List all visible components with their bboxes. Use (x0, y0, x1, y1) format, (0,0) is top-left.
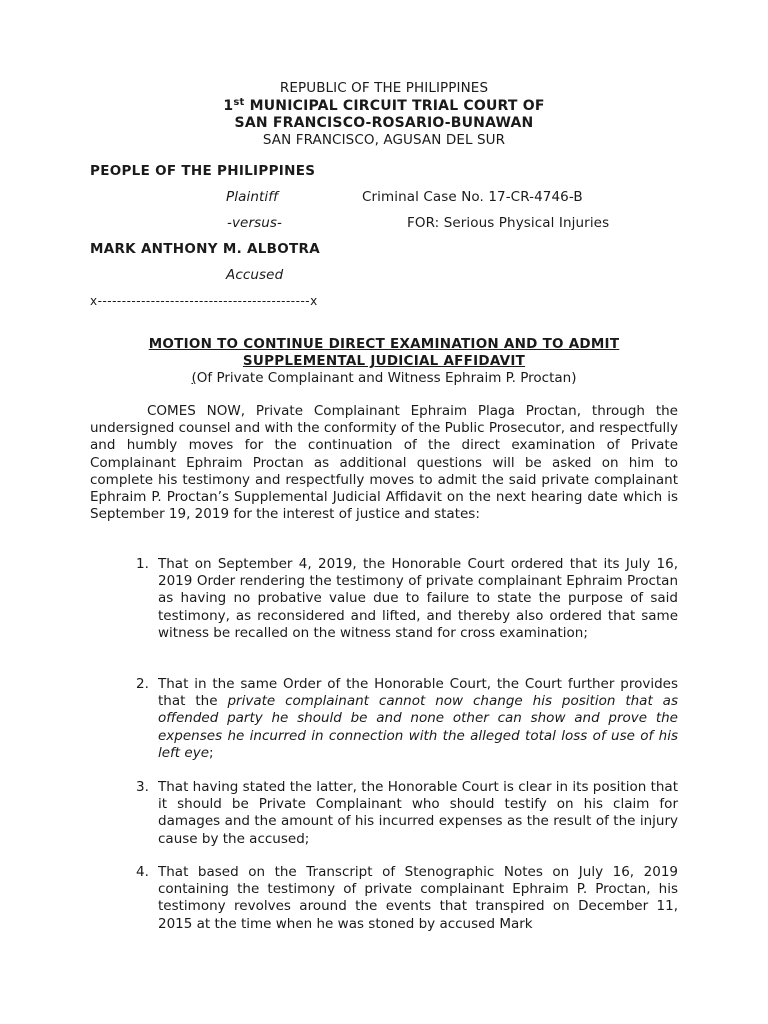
list-item-number: 3. (136, 779, 149, 795)
list-item (136, 864, 678, 933)
list-item-number: 1. (136, 556, 149, 572)
offense-label: FOR: Serious Physical Injuries (407, 215, 610, 231)
court-ordinal: 1 (223, 98, 234, 114)
versus-label: -versus- (227, 215, 283, 231)
accused-role: Accused (226, 267, 284, 283)
list-item-number: 4. (136, 864, 149, 880)
list-item (136, 676, 678, 762)
item-text-before: That in the same Order of the Honorable Court, the Court further provides that the (158, 676, 678, 710)
court-address-heading: SAN FRANCISCO, AGUSAN DEL SUR (262, 132, 506, 148)
motion-subtitle (0, 370, 768, 386)
intro-paragraph: COMES NOW, Private Complainant Ephraim Plaga Proctan, through the undersigned counsel and with the conformity of the Public Prosecutor, and respectfully and humbly moves for the continuation of the direct examination of Private Complainant Ephraim Proctan as additional questions will be asked on him to complete his testimony and respectfully moves to admit the said private complainant Ephraim P. Proctan’s Supplemental Judicial Affidavit on the next hearing date which is September 19, 2019 for the interest of justice and states: (90, 403, 678, 523)
plaintiff-name: PEOPLE OF THE PHILIPPINES (90, 163, 316, 179)
list-item-number: 2. (136, 676, 149, 692)
list-item (136, 779, 678, 848)
list-item-text: That on September 4, 2019, the Honorable Court ordered that its July 16, 2019 Order rendering the testimony of private complainant Ephraim Proctan as having no probative value due to failure to state the purpose of said testimony, as reconsidered and lifted, and thereby also ordered that same witness be recalled on the witness stand for cross examination; (158, 556, 678, 641)
motion-title-line1: MOTION TO CONTINUE DIRECT EXAMINATION AND TO ADMIT (148, 336, 620, 352)
list-item (136, 556, 678, 642)
plaintiff-role: Plaintiff (226, 189, 278, 205)
item-text-quote: private complainant cannot now change his position that as offended party he should be and none other can show and prove the expenses he incurred in connection with the alleged total loss of use of his left eye (158, 693, 678, 761)
court-ordinal-suffix: st (233, 97, 245, 108)
list-item-text (158, 676, 678, 762)
case-number: Criminal Case No. 17-CR-4746-B (362, 189, 583, 205)
republic-heading: REPUBLIC OF THE PHILIPPINES (279, 80, 489, 96)
motion-title-line2: SUPPLEMENTAL JUDICIAL AFFIDAVIT (242, 353, 526, 369)
court-name: MUNICIPAL CIRCUIT TRIAL COURT OF (244, 98, 545, 114)
subtitle-open-paren: ( (191, 370, 197, 386)
item-text-after: ; (209, 744, 214, 761)
list-item-text: That having stated the latter, the Honorable Court is clear in its position that it should be Private Complainant who should testify on his claim for damages and the amount of his incurred expenses as the result of the injury cause by the accused; (158, 779, 678, 847)
subtitle-text: Of Private Complainant and Witness Ephraim P. Proctan) (196, 370, 577, 386)
list-item-text: That based on the Transcript of Stenographic Notes on July 16, 2019 containing the testimony of private complainant Ephraim P. Proctan, his testimony revolves around the events that transpired on December 11, 2015 at the time when he was stoned by accused Mark (158, 864, 678, 932)
caption-separator: x--------------------------------------------x (90, 294, 318, 308)
court-name-heading (0, 97, 768, 114)
court-location-heading: SAN FRANCISCO-ROSARIO-BUNAWAN (234, 115, 534, 131)
accused-name: MARK ANTHONY M. ALBOTRA (90, 241, 320, 257)
